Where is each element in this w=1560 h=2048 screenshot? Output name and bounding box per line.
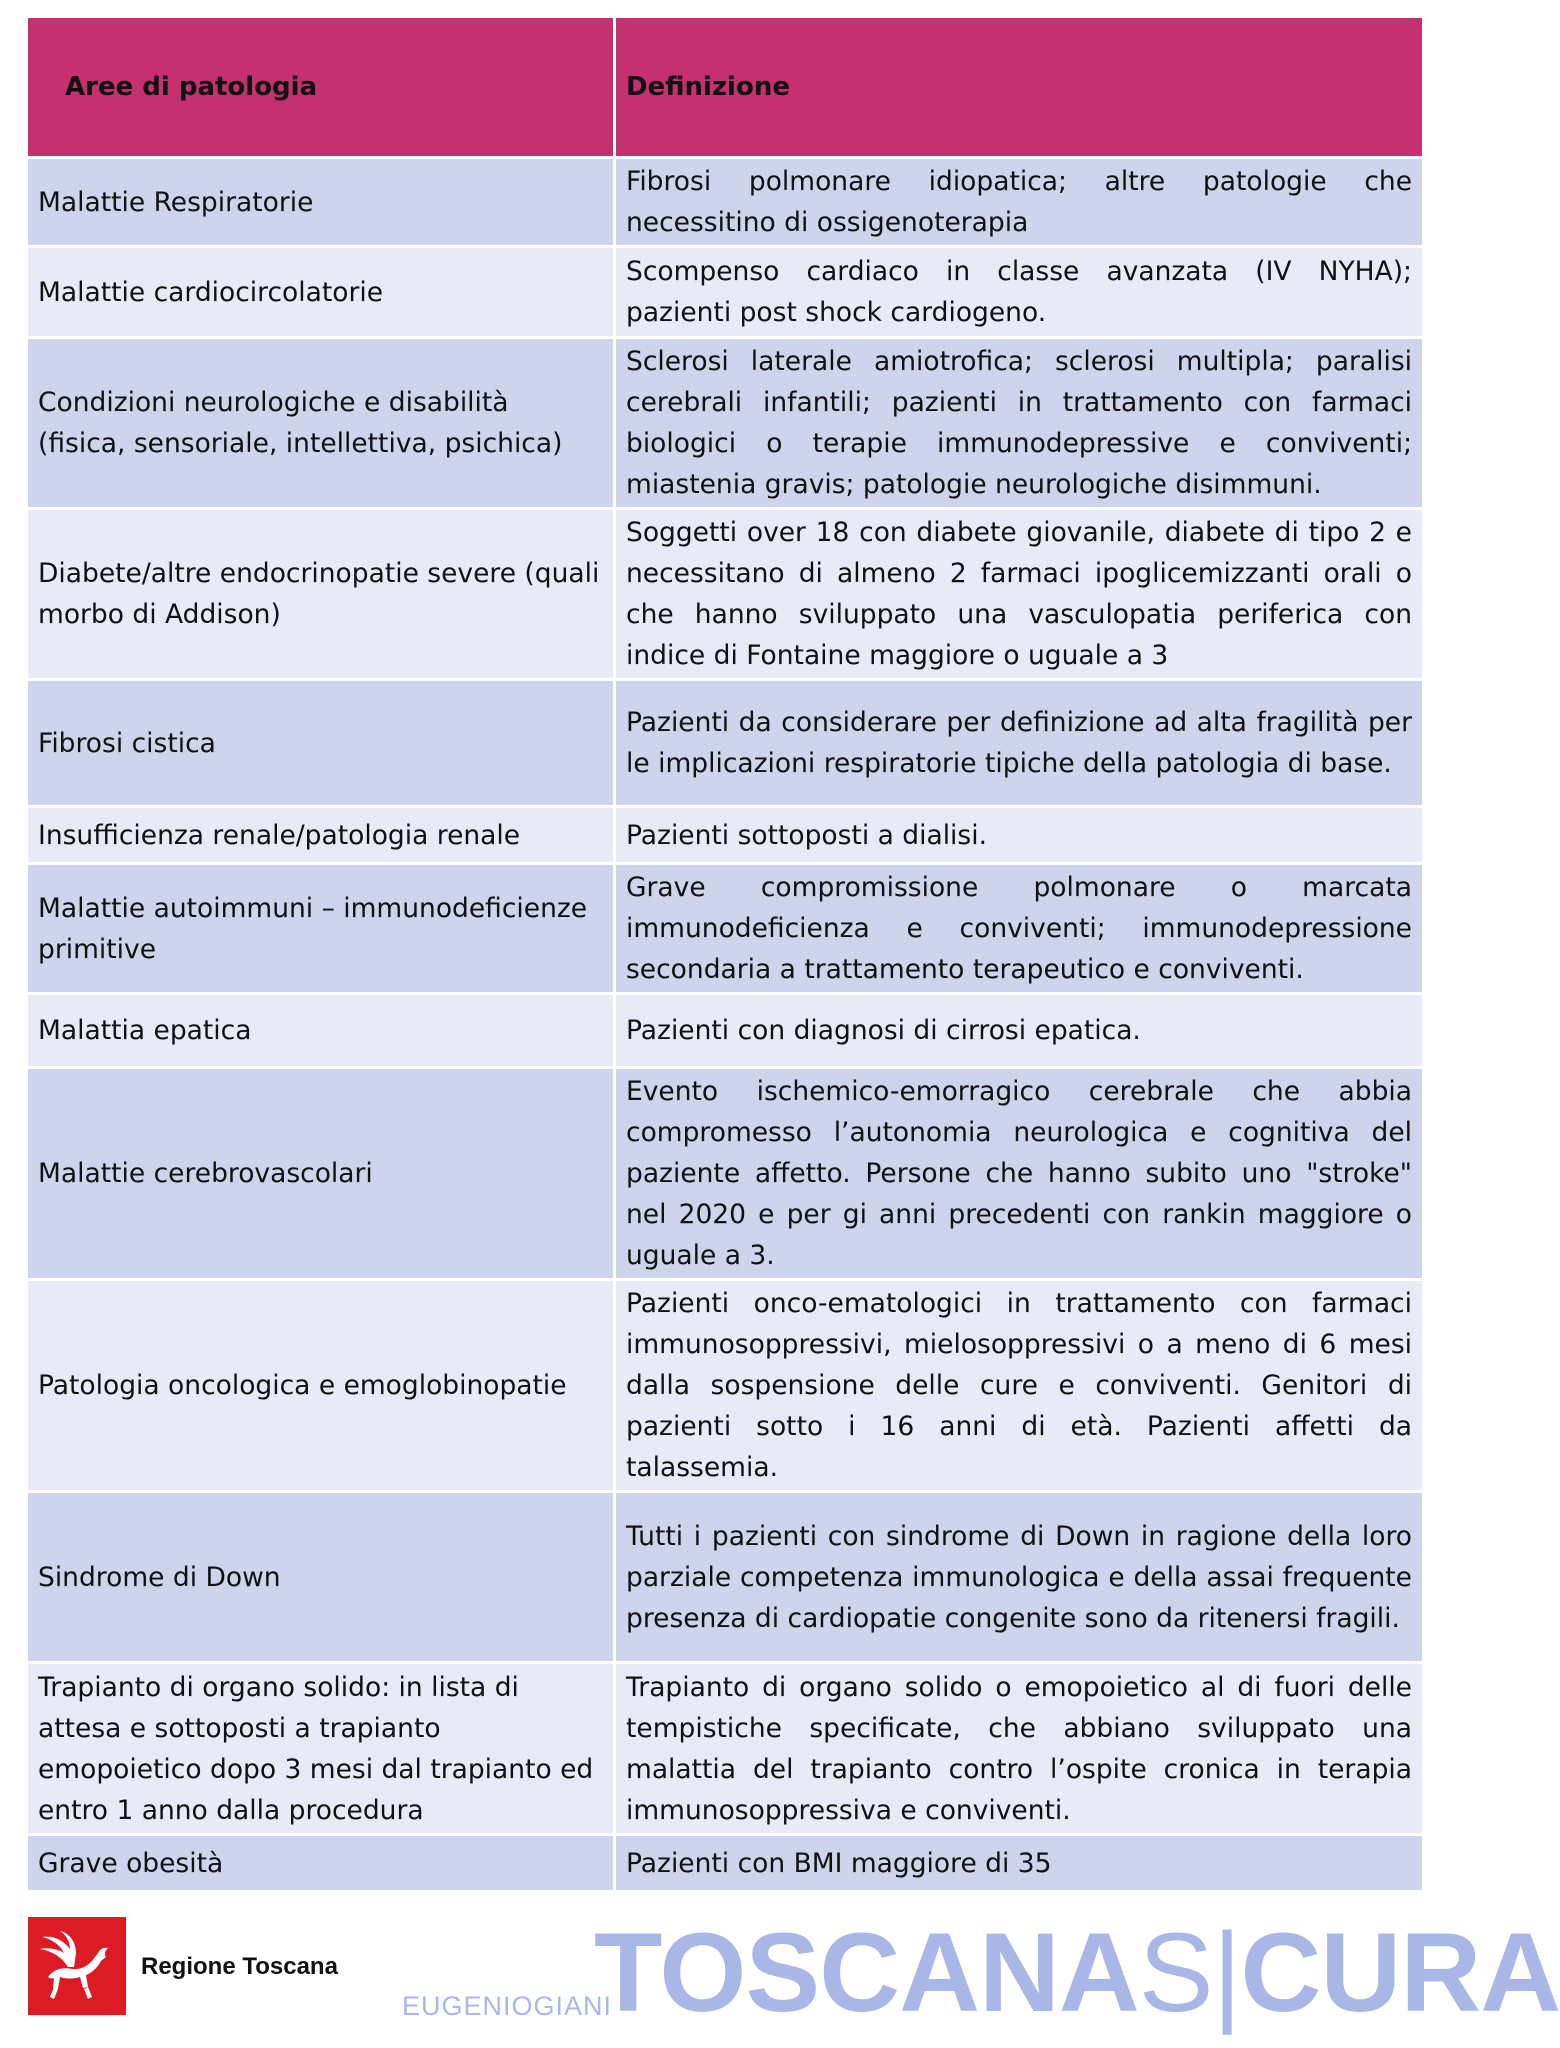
brand-wordmark (594, 1910, 1560, 2035)
table-row (28, 865, 1425, 995)
row-definition: Pazienti da considerare per definizione ad alta fragilità per le implicazioni respiratorie tipiche della patologia di base. (616, 681, 1425, 808)
table-row (28, 681, 1425, 808)
table-row (28, 1069, 1425, 1281)
row-area: Insufficienza renale/patologia renale (28, 808, 616, 865)
table-row (28, 1836, 1425, 1893)
footer (0, 1905, 1560, 2048)
table-row (28, 159, 1425, 248)
row-definition: Evento ischemico-emorragico cerebrale che abbia compromesso l’autonomia neurologica e cognitiva del paziente affetto. Persone che hanno subito uno "stroke" nel 2020 e per gi anni precedenti con rankin maggiore o uguale a 3. (616, 1069, 1425, 1281)
table-header-row (28, 18, 1425, 159)
row-definition: Scompenso cardiaco in classe avanzata (IV NYHA); pazienti post shock cardiogeno. (616, 248, 1425, 339)
author-name: EUGENIOGIANI (402, 1991, 613, 2021)
row-definition: Grave compromissione polmonare o marcata immunodeficienza e conviventi; immunodepressione secondaria a trattamento terapeutico e conviventi. (616, 865, 1425, 995)
row-definition: Pazienti sottoposti a dialisi. (616, 808, 1425, 865)
row-area: Sindrome di Down (28, 1493, 616, 1664)
header-aree: Aree di patologia (28, 18, 616, 159)
brand-part-1: TOSCANA (594, 1910, 1139, 2035)
row-definition: Pazienti con BMI maggiore di 35 (616, 1836, 1425, 1893)
table-row (28, 510, 1425, 681)
row-area: Malattia epatica (28, 995, 616, 1069)
row-definition: Trapianto di organo solido o emopoietico al di fuori delle tempistiche specificate, che abbiano sviluppato una malattia del trapianto contro l’ospite cronica in terapia immunosoppressiva e conviventi. (616, 1664, 1425, 1836)
table-row (28, 1281, 1425, 1493)
row-area: Malattie cardiocircolatorie (28, 248, 616, 339)
header-definizione: Definizione (616, 18, 1425, 159)
table-row (28, 248, 1425, 339)
row-area: Malattie cerebrovascolari (28, 1069, 616, 1281)
brand-part-2: S| (1138, 1910, 1241, 2035)
table-row (28, 1493, 1425, 1664)
row-area: Condizioni neurologiche e disabilità (fisica, sensoriale, intellettiva, psichica) (28, 339, 616, 510)
brand-part-3: CURA (1240, 1910, 1560, 2035)
table-row (28, 808, 1425, 865)
row-definition: Fibrosi polmonare idiopatica; altre patologie che necessitino di ossigenoterapia (616, 159, 1425, 248)
row-area: Malattie autoimmuni – immunodeficienze primitive (28, 865, 616, 995)
region-name: Regione Toscana (141, 1953, 338, 1980)
row-definition: Pazienti onco-ematologici in trattamento con farmaci immunosoppressivi, mielosoppressivi o a meno di 6 mesi dalla sospensione delle cure e conviventi. Genitori di pazienti sotto i 16 anni di età. Pazienti affetti da talassemia. (616, 1281, 1425, 1493)
table-row (28, 995, 1425, 1069)
row-area: Grave obesità (28, 1836, 616, 1893)
row-area: Patologia oncologica e emoglobinopatie (28, 1281, 616, 1493)
row-definition: Sclerosi laterale amiotrofica; sclerosi multipla; paralisi cerebrali infantili; pazienti in trattamento con farmaci biologici o terapie immunodepressive e conviventi; miastenia gravis; patologie neurologiche disimmuni. (616, 339, 1425, 510)
row-area: Diabete/altre endocrinopatie severe (quali morbo di Addison) (28, 510, 616, 681)
table-row (28, 1664, 1425, 1836)
pathology-table (28, 18, 1425, 1893)
pegasus-logo-icon (28, 1917, 126, 2015)
row-area: Malattie Respiratorie (28, 159, 616, 248)
row-definition: Soggetti over 18 con diabete giovanile, diabete di tipo 2 e necessitano di almeno 2 farmaci ipoglicemizzanti orali o che hanno sviluppato una vasculopatia periferica con indice di Fontaine maggiore o uguale a 3 (616, 510, 1425, 681)
row-definition: Tutti i pazienti con sindrome di Down in ragione della loro parziale competenza immunologica e della assai frequente presenza di cardiopatie congenite sono da ritenersi fragili. (616, 1493, 1425, 1664)
row-area: Trapianto di organo solido: in lista di attesa e sottoposti a trapianto emopoietico dopo 3 mesi dal trapianto ed entro 1 anno dalla procedura (28, 1664, 616, 1836)
row-area: Fibrosi cistica (28, 681, 616, 808)
table-row (28, 339, 1425, 510)
row-definition: Pazienti con diagnosi di cirrosi epatica. (616, 995, 1425, 1069)
